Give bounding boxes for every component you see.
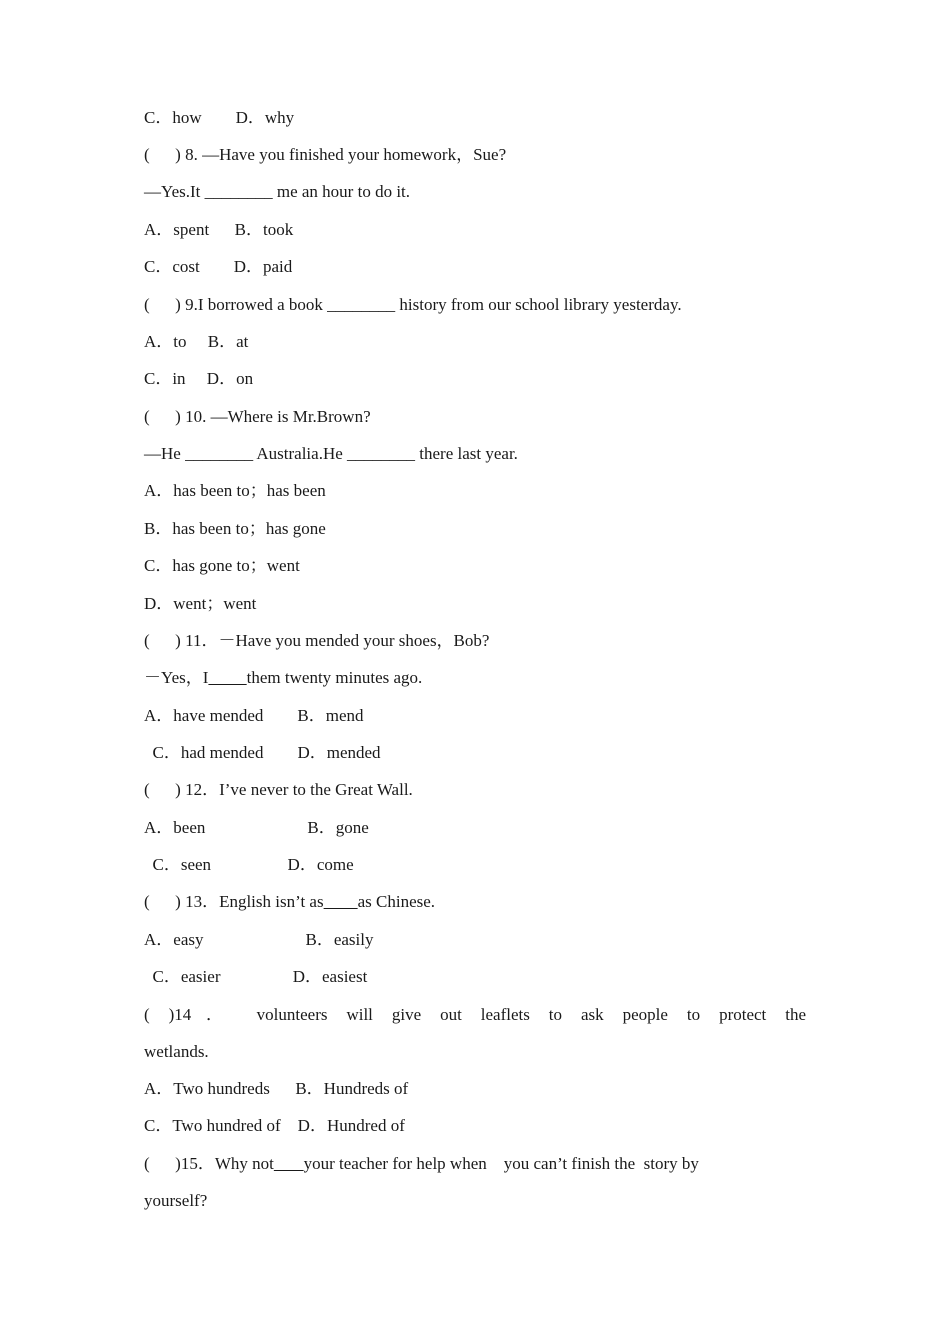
q13-options-ab: A．easy B．easily [144,930,374,949]
q9-options-cd: C．in D．on [144,369,254,388]
q11-dialogue-end: them twenty minutes ago. [246,668,423,687]
q12-options-cd: C．seen D．come [144,855,354,874]
q10-dialogue: —He ________ Australia.He ________ there last year. [144,444,518,463]
q8-question: ( ) 8. —Have you finished your homework，Sue? [144,145,507,164]
q11-dialogue [144,667,422,689]
q10-option-c: C．has gone to；went [144,556,300,575]
q10-option-b: B．has been to；has gone [144,519,326,538]
q14-question [144,1004,806,1026]
q15-question-cont: yourself? [144,1191,208,1210]
q8-options-ab: A．spent B．took [144,220,294,239]
q10-option-a: A．has been to；has been [144,481,326,500]
q8-options-cd: C．cost D．paid [144,257,293,276]
q11-options-ab: A．have mended B．mend [144,706,364,725]
q13-question-start: ( ) 13．English isn’t as [144,892,324,911]
q11-question: ( ) 11．－Have you mended your shoes，Bob? [144,631,490,650]
q14-question-cont: wetlands. [144,1042,209,1061]
q11-options-cd: C．had mended D．mended [144,743,381,762]
q10-question: ( ) 10. —Where is Mr.Brown? [144,407,371,426]
q13-answer-blank[interactable] [324,892,358,911]
q11-dialogue-start: －Yes，I [144,668,209,687]
q15-question [144,1153,699,1175]
q14-options-ab: A．Two hundreds B．Hundreds of [144,1079,409,1098]
q14-question-end: volunteers will give out leaflets to ask people to protect the [256,1005,806,1024]
q10-option-d: D．went；went [144,594,257,613]
q12-question: ( ) 12．I’ve never to the Great Wall. [144,780,413,799]
q13-question [144,891,435,913]
q11-answer-blank[interactable] [208,668,246,687]
q14-question-start: ( )14． [144,1005,238,1024]
q15-answer-blank[interactable] [274,1154,304,1173]
q13-options-cd: C．easier D．easiest [144,967,368,986]
q9-options-ab: A．to B．at [144,332,249,351]
q13-question-end: as Chinese. [357,892,436,911]
q9-question: ( ) 9.I borrowed a book ________ history from our school library yesterday. [144,295,682,314]
q8-dialogue: —Yes.It ________ me an hour to do it. [144,182,411,201]
q7-options-cd: C．how D．why [144,108,295,127]
q15-question-start: ( )15．Why not [144,1154,274,1173]
q15-question-end: your teacher for help when you can’t finish the story by [303,1154,699,1173]
q12-options-ab: A．been B．gone [144,818,369,837]
q14-options-cd: C．Two hundred of D．Hundred of [144,1116,405,1135]
